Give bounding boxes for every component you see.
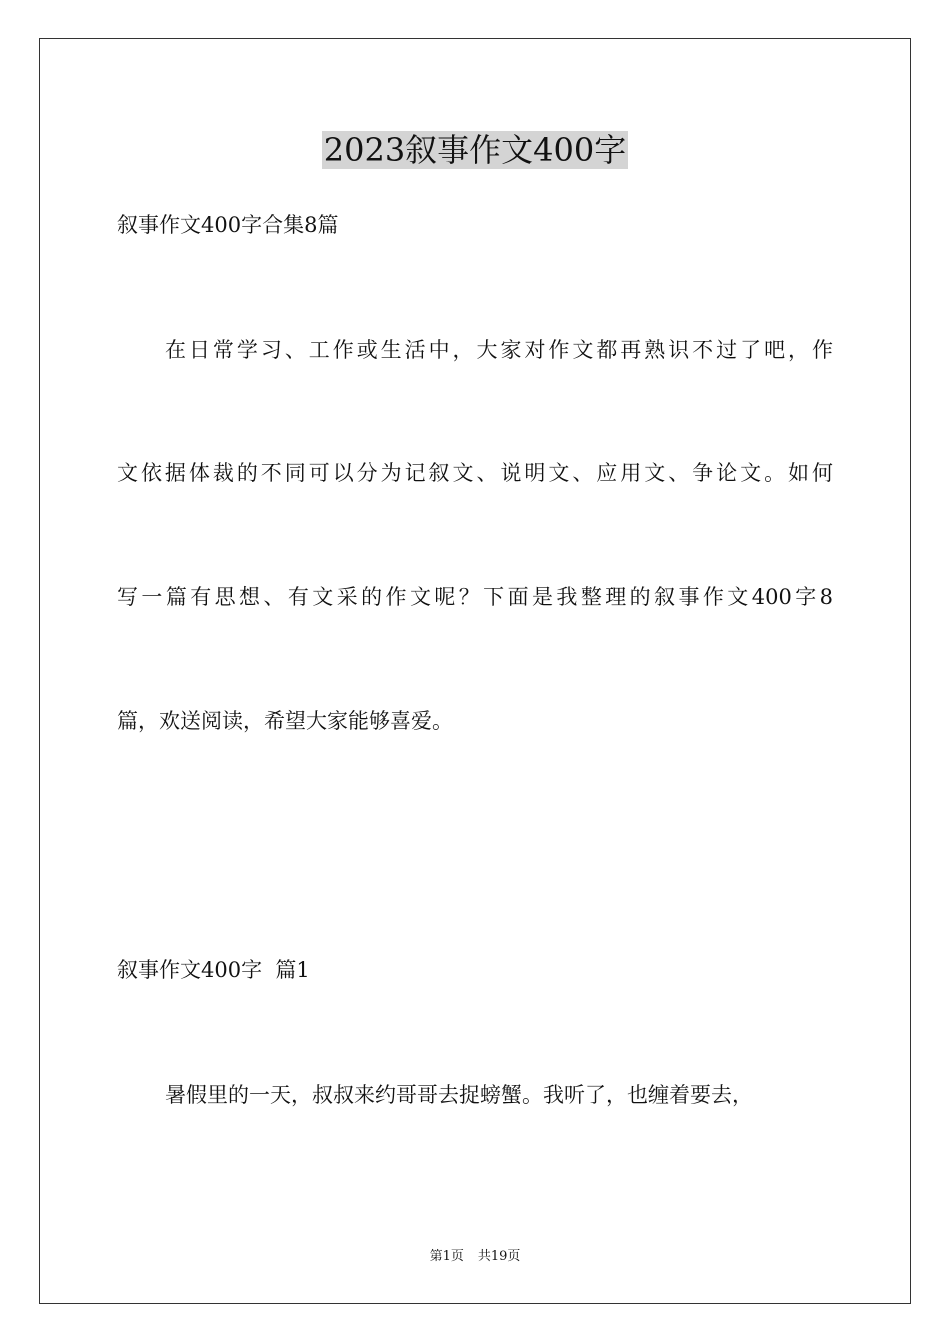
section-line: 暑假里的一天，叔叔来约哥哥去捉螃蟹。我听了，也缠着要去， bbox=[165, 1083, 753, 1107]
page-footer bbox=[0, 1248, 950, 1266]
document-title-text: 2023叙事作文400字 bbox=[323, 131, 627, 169]
intro-line: 篇，欢送阅读，希望大家能够喜爱。 bbox=[117, 709, 453, 733]
document-title bbox=[0, 128, 950, 172]
section-heading: 叙事作文400字 篇1 bbox=[117, 958, 310, 982]
intro-line: 在日常学习、工作或生活中，大家对作文都再熟识不过了吧，作 bbox=[165, 338, 833, 362]
page-total: 共19页 bbox=[477, 1249, 521, 1264]
page-number: 第1页 bbox=[429, 1249, 464, 1264]
intro-line: 文依据体裁的不同可以分为记叙文、说明文、应用文、争论文。如何 bbox=[117, 461, 833, 485]
intro-line: 写一篇有思想、有文采的作文呢？下面是我整理的叙事作文400字8 bbox=[117, 585, 833, 609]
document-subtitle: 叙事作文400字合集8篇 bbox=[117, 213, 339, 237]
